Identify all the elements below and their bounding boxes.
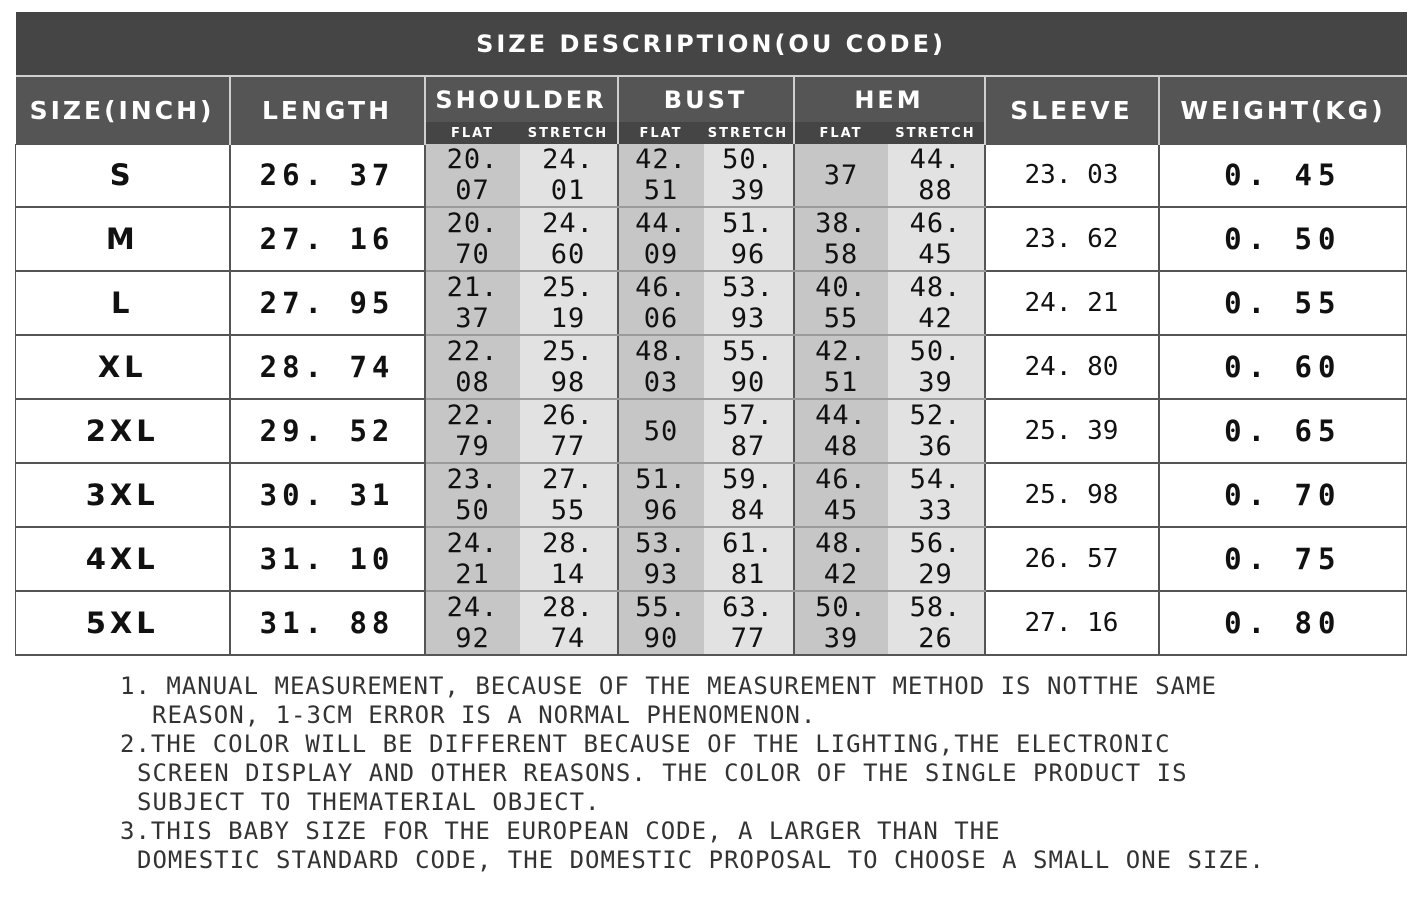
hem-stretch-cell: 44. 88 <box>888 144 985 207</box>
notes-section <box>120 672 1320 875</box>
shoulder-flat-cell: 20. 07 <box>425 144 520 207</box>
subheader-shoulder-flat: FLAT <box>425 122 520 144</box>
weight-cell: 0. 75 <box>1159 527 1407 591</box>
bust-stretch-cell: 50. 39 <box>704 144 794 207</box>
hem-flat-cell: 37 <box>794 144 888 207</box>
shoulder-flat-cell: 20. 70 <box>425 207 520 271</box>
note-1-line-2: REASON, 1-3CM ERROR IS A NORMAL PHENOMENON. <box>152 701 817 729</box>
hem-stretch-cell: 50. 39 <box>888 335 985 399</box>
hem-flat-cell: 48. 42 <box>794 527 888 591</box>
bust-flat-cell: 44. 09 <box>618 207 704 271</box>
table-row <box>16 463 1407 527</box>
note-3-line-1: 3.THIS BABY SIZE FOR THE EUROPEAN CODE, A LARGER THAN THE <box>120 817 1001 845</box>
header-hem: HEM <box>794 76 985 122</box>
length-cell: 31. 10 <box>230 527 425 591</box>
length-cell: 27. 95 <box>230 271 425 335</box>
hem-flat-cell: 50. 39 <box>794 591 888 655</box>
note-2-line-1: 2.THE COLOR WILL BE DIFFERENT BECAUSE OF THE LIGHTING,THE ELECTRONIC <box>120 730 1171 758</box>
header-shoulder: SHOULDER <box>425 76 618 122</box>
size-cell: 4XL <box>16 527 230 591</box>
sleeve-cell: 23. 03 <box>985 144 1159 207</box>
shoulder-flat-cell: 21. 37 <box>425 271 520 335</box>
sleeve-cell: 25. 98 <box>985 463 1159 527</box>
table-row <box>16 207 1407 271</box>
hem-stretch-cell: 54. 33 <box>888 463 985 527</box>
length-cell: 27. 16 <box>230 207 425 271</box>
shoulder-flat-cell: 22. 08 <box>425 335 520 399</box>
weight-cell: 0. 70 <box>1159 463 1407 527</box>
hem-stretch-cell: 52. 36 <box>888 399 985 463</box>
bust-flat-cell: 53. 93 <box>618 527 704 591</box>
hem-flat-cell: 38. 58 <box>794 207 888 271</box>
shoulder-flat-cell: 24. 21 <box>425 527 520 591</box>
size-cell: XL <box>16 335 230 399</box>
size-cell: M <box>16 207 230 271</box>
hem-flat-cell: 44. 48 <box>794 399 888 463</box>
size-cell: 2XL <box>16 399 230 463</box>
weight-cell: 0. 80 <box>1159 591 1407 655</box>
shoulder-stretch-cell: 26. 77 <box>520 399 618 463</box>
header-size: SIZE(INCH) <box>16 76 230 144</box>
bust-stretch-cell: 55. 90 <box>704 335 794 399</box>
length-cell: 28. 74 <box>230 335 425 399</box>
size-table <box>15 12 1407 656</box>
subheader-hem-stretch: STRETCH <box>888 122 985 144</box>
shoulder-flat-cell: 23. 50 <box>425 463 520 527</box>
subheader-shoulder-stretch: STRETCH <box>520 122 618 144</box>
bust-stretch-cell: 63. 77 <box>704 591 794 655</box>
shoulder-stretch-cell: 25. 19 <box>520 271 618 335</box>
bust-stretch-cell: 53. 93 <box>704 271 794 335</box>
hem-stretch-cell: 46. 45 <box>888 207 985 271</box>
length-cell: 26. 37 <box>230 144 425 207</box>
weight-cell: 0. 45 <box>1159 144 1407 207</box>
weight-cell: 0. 60 <box>1159 335 1407 399</box>
length-cell: 30. 31 <box>230 463 425 527</box>
table-title: SIZE DESCRIPTION(OU CODE) <box>16 12 1407 76</box>
table-row <box>16 527 1407 591</box>
shoulder-flat-cell: 22. 79 <box>425 399 520 463</box>
length-cell: 29. 52 <box>230 399 425 463</box>
subheader-bust-flat: FLAT <box>618 122 704 144</box>
shoulder-stretch-cell: 24. 01 <box>520 144 618 207</box>
table-row <box>16 399 1407 463</box>
bust-flat-cell: 42. 51 <box>618 144 704 207</box>
table-row <box>16 271 1407 335</box>
header-sleeve: SLEEVE <box>985 76 1159 144</box>
size-cell: 3XL <box>16 463 230 527</box>
sleeve-cell: 23. 62 <box>985 207 1159 271</box>
hem-flat-cell: 42. 51 <box>794 335 888 399</box>
shoulder-stretch-cell: 25. 98 <box>520 335 618 399</box>
hem-flat-cell: 46. 45 <box>794 463 888 527</box>
hem-stretch-cell: 58. 26 <box>888 591 985 655</box>
bust-flat-cell: 51. 96 <box>618 463 704 527</box>
note-3-line-2: DOMESTIC STANDARD CODE, THE DOMESTIC PROPOSAL TO CHOOSE A SMALL ONE SIZE. <box>137 846 1265 874</box>
header-weight: WEIGHT(KG) <box>1159 76 1407 144</box>
table-row <box>16 335 1407 399</box>
table-row <box>16 144 1407 207</box>
size-cell: 5XL <box>16 591 230 655</box>
sleeve-cell: 27. 16 <box>985 591 1159 655</box>
shoulder-stretch-cell: 27. 55 <box>520 463 618 527</box>
note-2-line-2: SCREEN DISPLAY AND OTHER REASONS. THE COLOR OF THE SINGLE PRODUCT IS <box>137 759 1188 787</box>
bust-stretch-cell: 59. 84 <box>704 463 794 527</box>
header-bust: BUST <box>618 76 794 122</box>
shoulder-stretch-cell: 24. 60 <box>520 207 618 271</box>
weight-cell: 0. 55 <box>1159 271 1407 335</box>
size-cell: S <box>16 144 230 207</box>
hem-flat-cell: 40. 55 <box>794 271 888 335</box>
bust-stretch-cell: 61. 81 <box>704 527 794 591</box>
weight-cell: 0. 50 <box>1159 207 1407 271</box>
bust-flat-cell: 48. 03 <box>618 335 704 399</box>
shoulder-stretch-cell: 28. 74 <box>520 591 618 655</box>
subheader-bust-stretch: STRETCH <box>704 122 794 144</box>
weight-cell: 0. 65 <box>1159 399 1407 463</box>
shoulder-flat-cell: 24. 92 <box>425 591 520 655</box>
bust-stretch-cell: 57. 87 <box>704 399 794 463</box>
length-cell: 31. 88 <box>230 591 425 655</box>
subheader-hem-flat: FLAT <box>794 122 888 144</box>
bust-stretch-cell: 51. 96 <box>704 207 794 271</box>
size-cell: L <box>16 271 230 335</box>
table-row <box>16 591 1407 655</box>
bust-flat-cell: 55. 90 <box>618 591 704 655</box>
hem-stretch-cell: 48. 42 <box>888 271 985 335</box>
note-1-line-1: 1. MANUAL MEASUREMENT, BECAUSE OF THE MEASUREMENT METHOD IS NOTTHE SAME <box>120 672 1217 700</box>
note-2-line-3: SUBJECT TO THEMATERIAL OBJECT. <box>137 788 601 816</box>
hem-stretch-cell: 56. 29 <box>888 527 985 591</box>
bust-flat-cell: 46. 06 <box>618 271 704 335</box>
sleeve-cell: 24. 21 <box>985 271 1159 335</box>
sleeve-cell: 26. 57 <box>985 527 1159 591</box>
header-length: LENGTH <box>230 76 425 144</box>
sleeve-cell: 25. 39 <box>985 399 1159 463</box>
sleeve-cell: 24. 80 <box>985 335 1159 399</box>
shoulder-stretch-cell: 28. 14 <box>520 527 618 591</box>
bust-flat-cell: 50 <box>618 399 704 463</box>
